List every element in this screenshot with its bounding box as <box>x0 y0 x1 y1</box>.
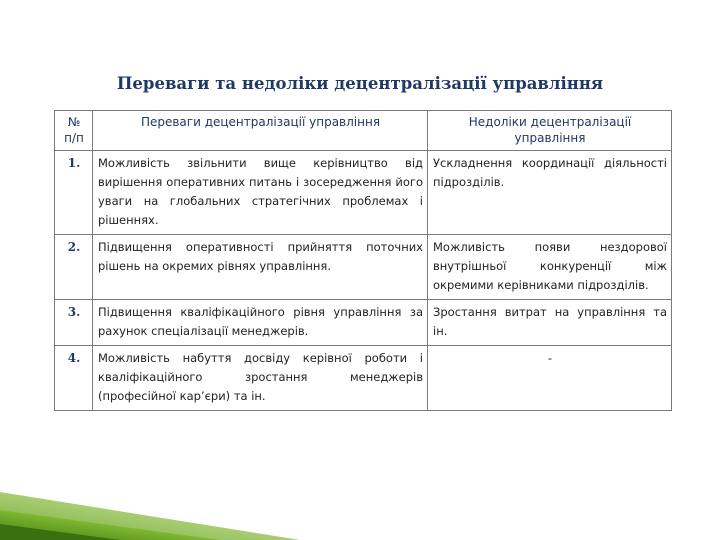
green-corner-decoration <box>0 440 300 540</box>
row-number: 2. <box>55 235 93 300</box>
row-number: 4. <box>55 346 93 411</box>
advantage-cell: Можливість набуття досвіду керівної роботи і кваліфікаційного зростання менеджерів (професійної кар’єри) та ін. <box>93 346 428 411</box>
header-disadvantages: Недоліки децентралізації управління <box>428 111 672 151</box>
comparison-table <box>54 110 672 411</box>
page-title: Переваги та недоліки децентралізації управління <box>116 74 604 93</box>
disadvantage-cell: Можливість появи нездорової внутрішньої конкуренції між окремими керівниками підрозділів. <box>428 235 672 300</box>
row-number: 1. <box>55 151 93 235</box>
table-row <box>55 346 672 411</box>
advantage-cell: Можливість звільнити вище керівництво від вирішення оперативних питань і зосередження його уваги на глобальних стратегічних проблемах і рішеннях. <box>93 151 428 235</box>
disadvantage-cell: Ускладнення координації діяльності підрозділів. <box>428 151 672 235</box>
disadvantage-cell: Зростання витрат на управління та ін. <box>428 300 672 346</box>
disadvantage-cell: - <box>428 346 672 411</box>
table-row <box>55 300 672 346</box>
advantage-cell: Підвищення кваліфікаційного рівня управління за рахунок спеціалізації менеджерів. <box>93 300 428 346</box>
table-header-row <box>55 111 672 151</box>
row-number: 3. <box>55 300 93 346</box>
header-advantages: Переваги децентралізації управління <box>93 111 428 151</box>
table-row <box>55 151 672 235</box>
table-row <box>55 235 672 300</box>
advantage-cell: Підвищення оперативності прийняття поточних рішень на окремих рівнях управління. <box>93 235 428 300</box>
header-number: № п/п <box>55 111 93 151</box>
